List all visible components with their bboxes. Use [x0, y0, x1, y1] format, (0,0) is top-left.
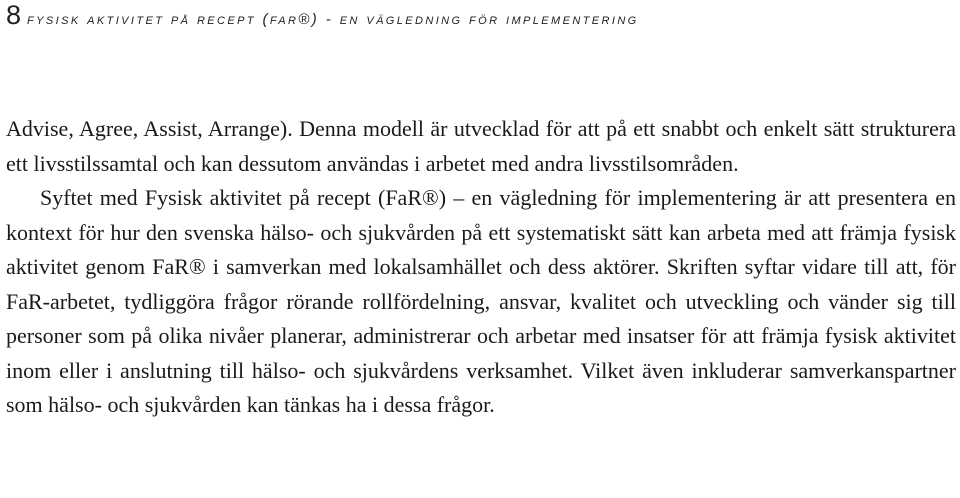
paragraph-purpose: Syftet med Fysisk aktivitet på recept (FaR®) – en vägledning för implementering är att presentera en kontext för hur den svenska hälso- och sjukvården på ett systematiskt sätt kan arbeta med att främja fysisk aktivitet genom FaR® i samverkan med lokalsamhället och dess aktörer. Skriften syftar vidare till att, för FaR-arbetet, tydliggöra frågor rörande rollfördelning, ansvar, kvalitet och utveckling och vänder sig till personer som på olika nivåer planerar, administrerar och arbetar med insatser för att främja fysisk aktivitet inom eller i anslutning till hälso- och sjukvårdens verksamhet. Vilket även inkluderar samverkanspartner som hälso- och sjukvården kan tänkas ha i dessa frågor.	[6, 185, 956, 417]
page-number: 8	[6, 0, 22, 30]
body-text	[6, 112, 956, 423]
paragraph-continued: Advise, Agree, Assist, Arrange). Denna modell är utvecklad för att på ett snabbt och enkelt sätt strukturera ett livsstilssamtal och kan dessutom användas i arbetet med andra livsstilsområden.	[6, 116, 956, 176]
header-title: fysisk aktivitet på recept (far®) - en vägledning för implementering	[27, 11, 639, 28]
running-header	[6, 0, 639, 31]
